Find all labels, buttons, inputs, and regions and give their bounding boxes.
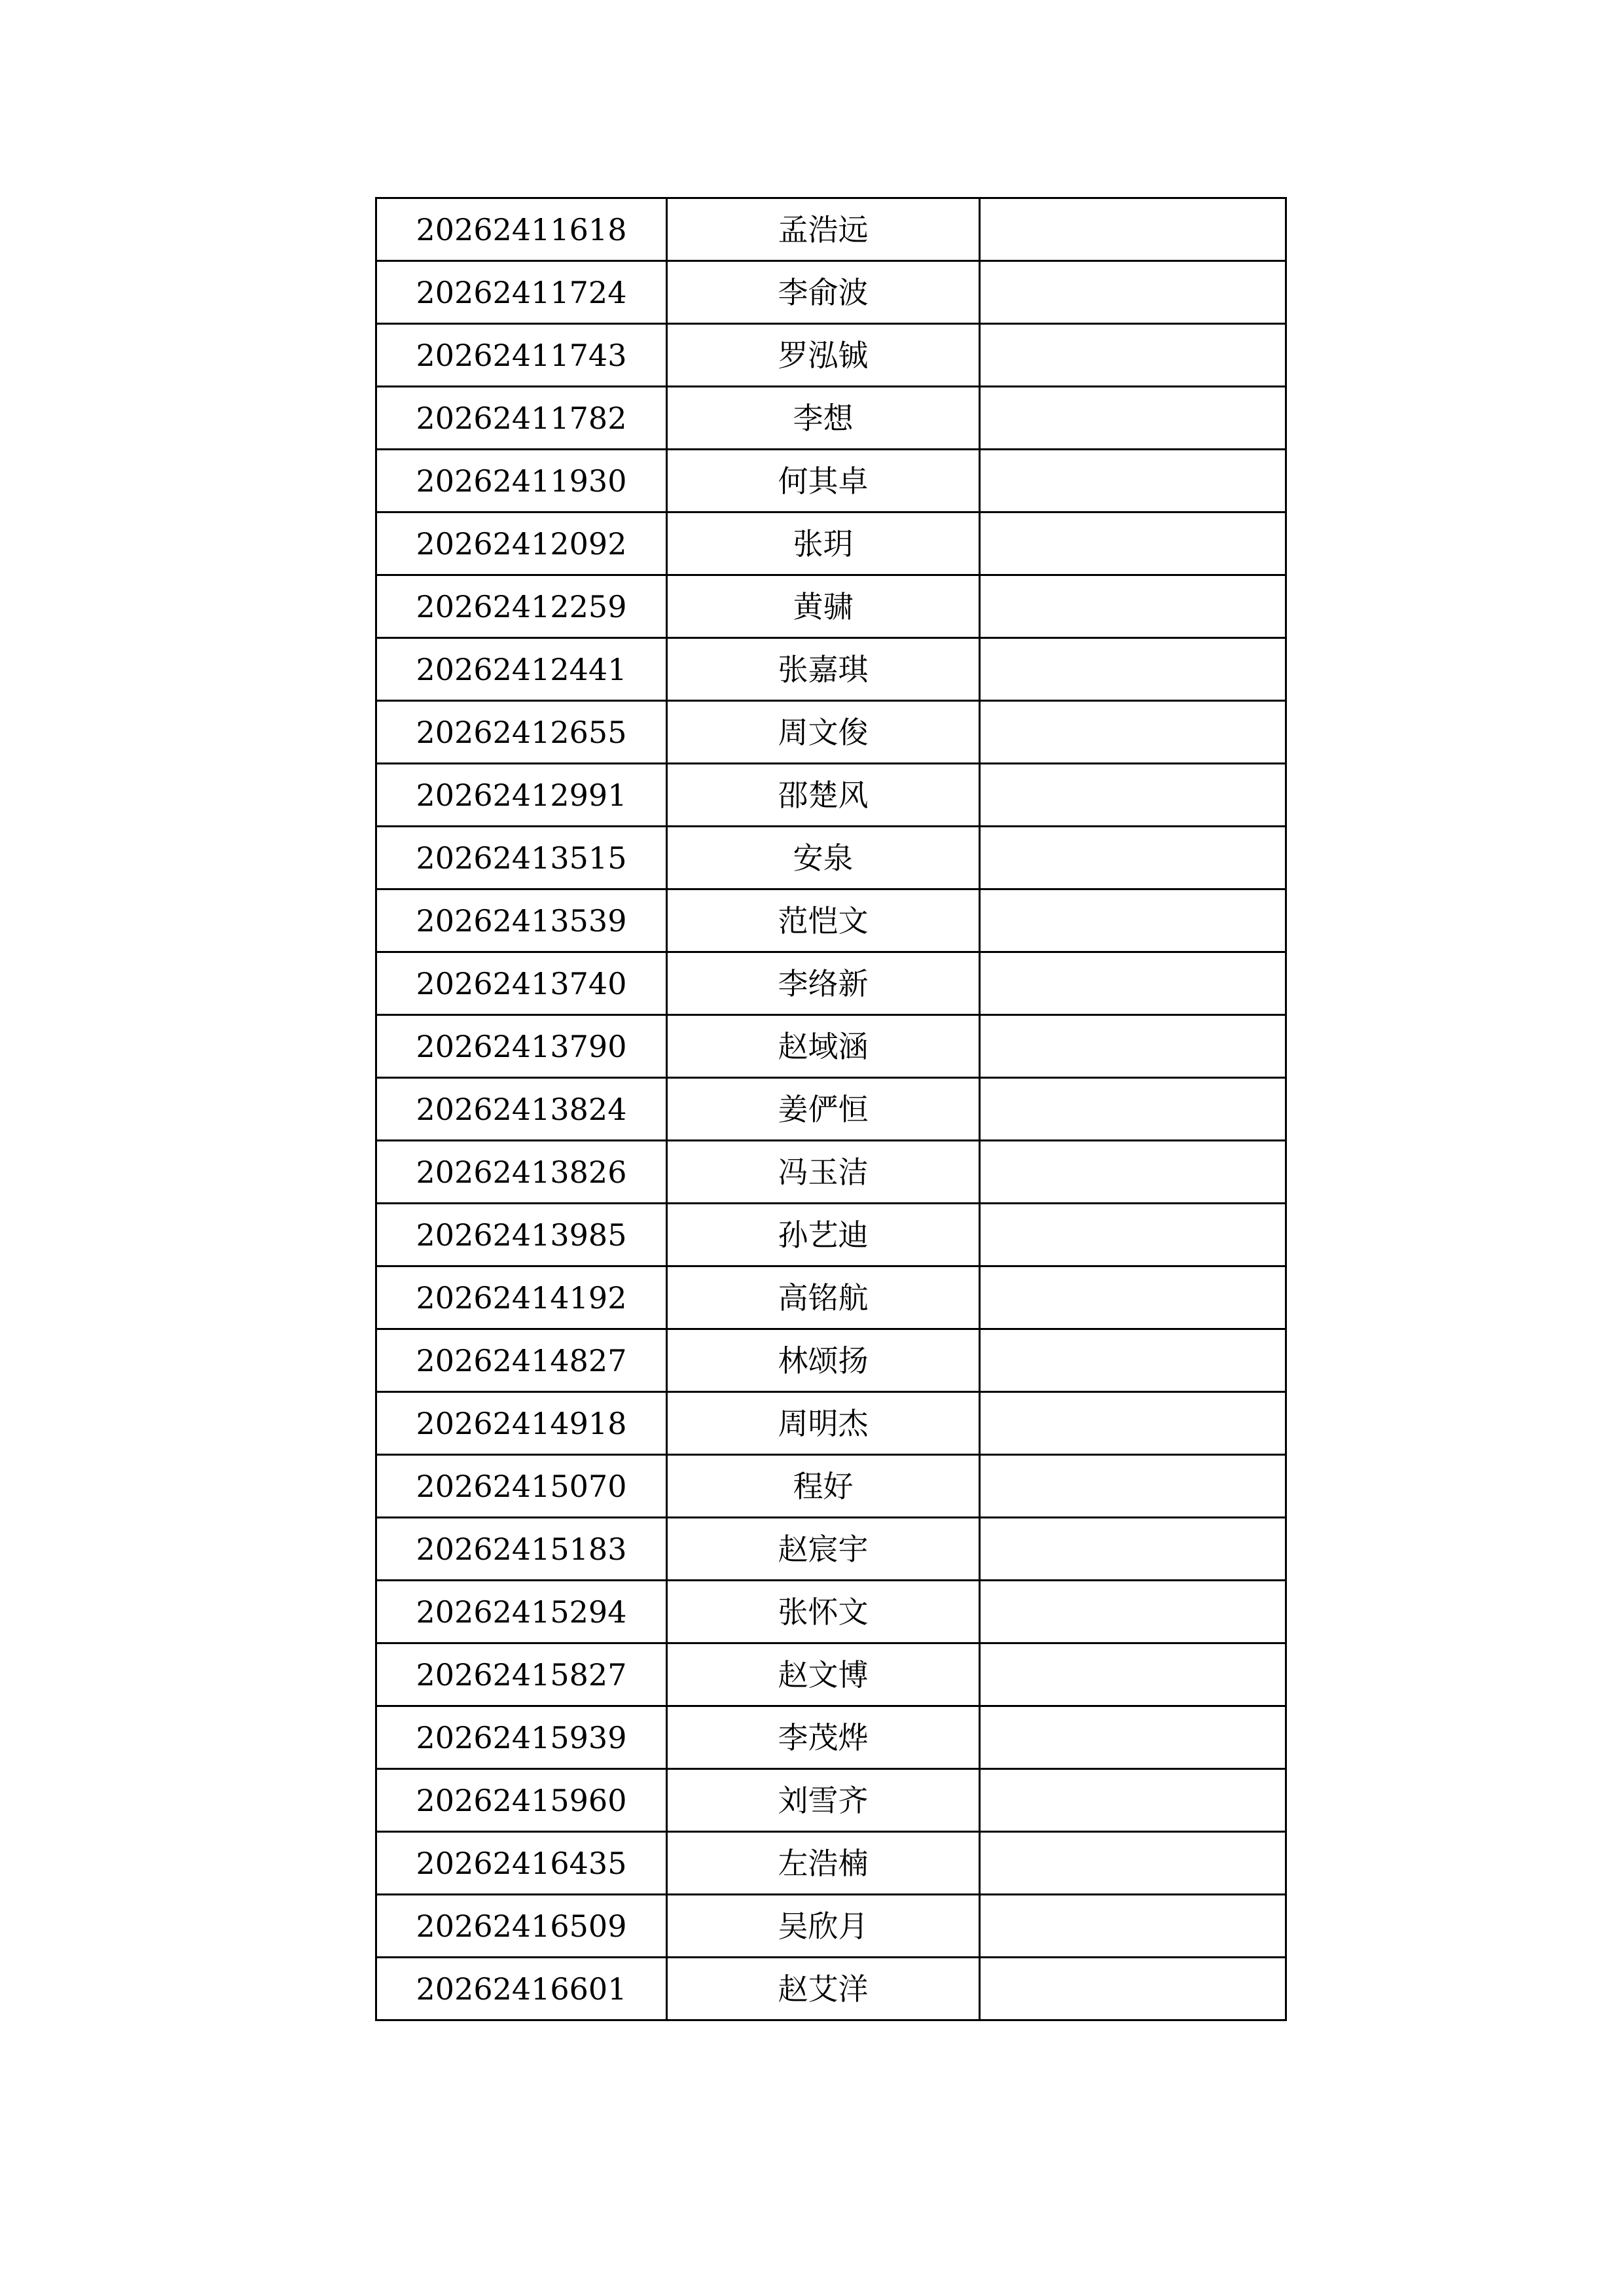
student-name-cell: 李想 bbox=[667, 387, 980, 450]
remark-cell bbox=[980, 1204, 1286, 1266]
remark-cell bbox=[980, 1329, 1286, 1392]
student-id-cell: 20262415070 bbox=[376, 1455, 667, 1518]
table-row bbox=[376, 1581, 1286, 1643]
student-id-cell: 20262416435 bbox=[376, 1832, 667, 1895]
student-id-cell: 20262412991 bbox=[376, 764, 667, 827]
table-row bbox=[376, 1455, 1286, 1518]
student-name-cell: 孙艺迪 bbox=[667, 1204, 980, 1266]
student-name-cell: 黄骕 bbox=[667, 575, 980, 638]
student-id-cell: 20262413790 bbox=[376, 1015, 667, 1078]
table-row bbox=[376, 1015, 1286, 1078]
student-name-cell: 周文俊 bbox=[667, 701, 980, 764]
remark-cell bbox=[980, 764, 1286, 827]
student-name-cell: 程好 bbox=[667, 1455, 980, 1518]
student-id-cell: 20262413539 bbox=[376, 889, 667, 952]
student-name-cell: 吴欣月 bbox=[667, 1895, 980, 1958]
student-id-cell: 20262411782 bbox=[376, 387, 667, 450]
student-id-cell: 20262412092 bbox=[376, 512, 667, 575]
student-name-cell: 赵域涵 bbox=[667, 1015, 980, 1078]
student-id-cell: 20262415827 bbox=[376, 1643, 667, 1706]
student-id-cell: 20262413824 bbox=[376, 1078, 667, 1141]
remark-cell bbox=[980, 1518, 1286, 1581]
student-id-cell: 20262411930 bbox=[376, 450, 667, 512]
table-row bbox=[376, 324, 1286, 387]
table-row bbox=[376, 1769, 1286, 1832]
remark-cell bbox=[980, 1706, 1286, 1769]
remark-cell bbox=[980, 1769, 1286, 1832]
remark-cell bbox=[980, 1455, 1286, 1518]
table-row bbox=[376, 764, 1286, 827]
table-row bbox=[376, 512, 1286, 575]
remark-cell bbox=[980, 1266, 1286, 1329]
student-id-cell: 20262414192 bbox=[376, 1266, 667, 1329]
student-name-cell: 冯玉洁 bbox=[667, 1141, 980, 1204]
student-name-cell: 刘雪齐 bbox=[667, 1769, 980, 1832]
table-row bbox=[376, 387, 1286, 450]
table-row bbox=[376, 1329, 1286, 1392]
table-row bbox=[376, 1706, 1286, 1769]
table-row bbox=[376, 1266, 1286, 1329]
table-row bbox=[376, 1895, 1286, 1958]
student-name-cell: 姜俨恒 bbox=[667, 1078, 980, 1141]
student-id-cell: 20262415183 bbox=[376, 1518, 667, 1581]
remark-cell bbox=[980, 1958, 1286, 2020]
student-name-cell: 赵宸宇 bbox=[667, 1518, 980, 1581]
student-id-cell: 20262414827 bbox=[376, 1329, 667, 1392]
student-name-cell: 李茂烨 bbox=[667, 1706, 980, 1769]
student-name-cell: 安泉 bbox=[667, 827, 980, 889]
student-name-cell: 孟浩远 bbox=[667, 198, 980, 261]
table-row bbox=[376, 261, 1286, 324]
remark-cell bbox=[980, 701, 1286, 764]
remark-cell bbox=[980, 324, 1286, 387]
remark-cell bbox=[980, 512, 1286, 575]
table-row bbox=[376, 1958, 1286, 2020]
student-id-cell: 20262416509 bbox=[376, 1895, 667, 1958]
remark-cell bbox=[980, 198, 1286, 261]
table-row bbox=[376, 198, 1286, 261]
table-row bbox=[376, 952, 1286, 1015]
student-name-cell: 周明杰 bbox=[667, 1392, 980, 1455]
remark-cell bbox=[980, 575, 1286, 638]
remark-cell bbox=[980, 387, 1286, 450]
student-id-cell: 20262415294 bbox=[376, 1581, 667, 1643]
student-id-cell: 20262414918 bbox=[376, 1392, 667, 1455]
roster-table bbox=[375, 197, 1287, 2021]
remark-cell bbox=[980, 450, 1286, 512]
student-name-cell: 张玥 bbox=[667, 512, 980, 575]
table-row bbox=[376, 450, 1286, 512]
student-id-cell: 20262413985 bbox=[376, 1204, 667, 1266]
student-id-cell: 20262415960 bbox=[376, 1769, 667, 1832]
table-row bbox=[376, 1141, 1286, 1204]
table-row bbox=[376, 889, 1286, 952]
student-id-cell: 20262411743 bbox=[376, 324, 667, 387]
table-row bbox=[376, 1392, 1286, 1455]
remark-cell bbox=[980, 1015, 1286, 1078]
student-name-cell: 邵楚风 bbox=[667, 764, 980, 827]
student-name-cell: 何其卓 bbox=[667, 450, 980, 512]
remark-cell bbox=[980, 1895, 1286, 1958]
student-id-cell: 20262413826 bbox=[376, 1141, 667, 1204]
student-id-cell: 20262411618 bbox=[376, 198, 667, 261]
student-name-cell: 高铭航 bbox=[667, 1266, 980, 1329]
remark-cell bbox=[980, 261, 1286, 324]
table-row bbox=[376, 1204, 1286, 1266]
table-row bbox=[376, 1643, 1286, 1706]
remark-cell bbox=[980, 952, 1286, 1015]
table-row bbox=[376, 575, 1286, 638]
student-name-cell: 林颂扬 bbox=[667, 1329, 980, 1392]
table-row bbox=[376, 1078, 1286, 1141]
student-name-cell: 罗泓铖 bbox=[667, 324, 980, 387]
student-id-cell: 20262411724 bbox=[376, 261, 667, 324]
remark-cell bbox=[980, 889, 1286, 952]
student-id-cell: 20262412441 bbox=[376, 638, 667, 701]
table-row bbox=[376, 638, 1286, 701]
student-name-cell: 张怀文 bbox=[667, 1581, 980, 1643]
remark-cell bbox=[980, 1581, 1286, 1643]
student-name-cell: 赵艾洋 bbox=[667, 1958, 980, 2020]
remark-cell bbox=[980, 1832, 1286, 1895]
student-id-cell: 20262413515 bbox=[376, 827, 667, 889]
student-id-cell: 20262412655 bbox=[376, 701, 667, 764]
remark-cell bbox=[980, 1078, 1286, 1141]
student-name-cell: 左浩楠 bbox=[667, 1832, 980, 1895]
student-name-cell: 赵文博 bbox=[667, 1643, 980, 1706]
student-name-cell: 张嘉琪 bbox=[667, 638, 980, 701]
student-name-cell: 李络新 bbox=[667, 952, 980, 1015]
remark-cell bbox=[980, 827, 1286, 889]
remark-cell bbox=[980, 1141, 1286, 1204]
table-row bbox=[376, 701, 1286, 764]
student-name-cell: 李俞波 bbox=[667, 261, 980, 324]
student-id-cell: 20262415939 bbox=[376, 1706, 667, 1769]
table-row bbox=[376, 1518, 1286, 1581]
roster-table-body bbox=[376, 198, 1286, 2020]
student-id-cell: 20262412259 bbox=[376, 575, 667, 638]
student-id-cell: 20262416601 bbox=[376, 1958, 667, 2020]
table-row bbox=[376, 1832, 1286, 1895]
student-name-cell: 范恺文 bbox=[667, 889, 980, 952]
remark-cell bbox=[980, 1392, 1286, 1455]
remark-cell bbox=[980, 638, 1286, 701]
student-id-cell: 20262413740 bbox=[376, 952, 667, 1015]
remark-cell bbox=[980, 1643, 1286, 1706]
table-row bbox=[376, 827, 1286, 889]
